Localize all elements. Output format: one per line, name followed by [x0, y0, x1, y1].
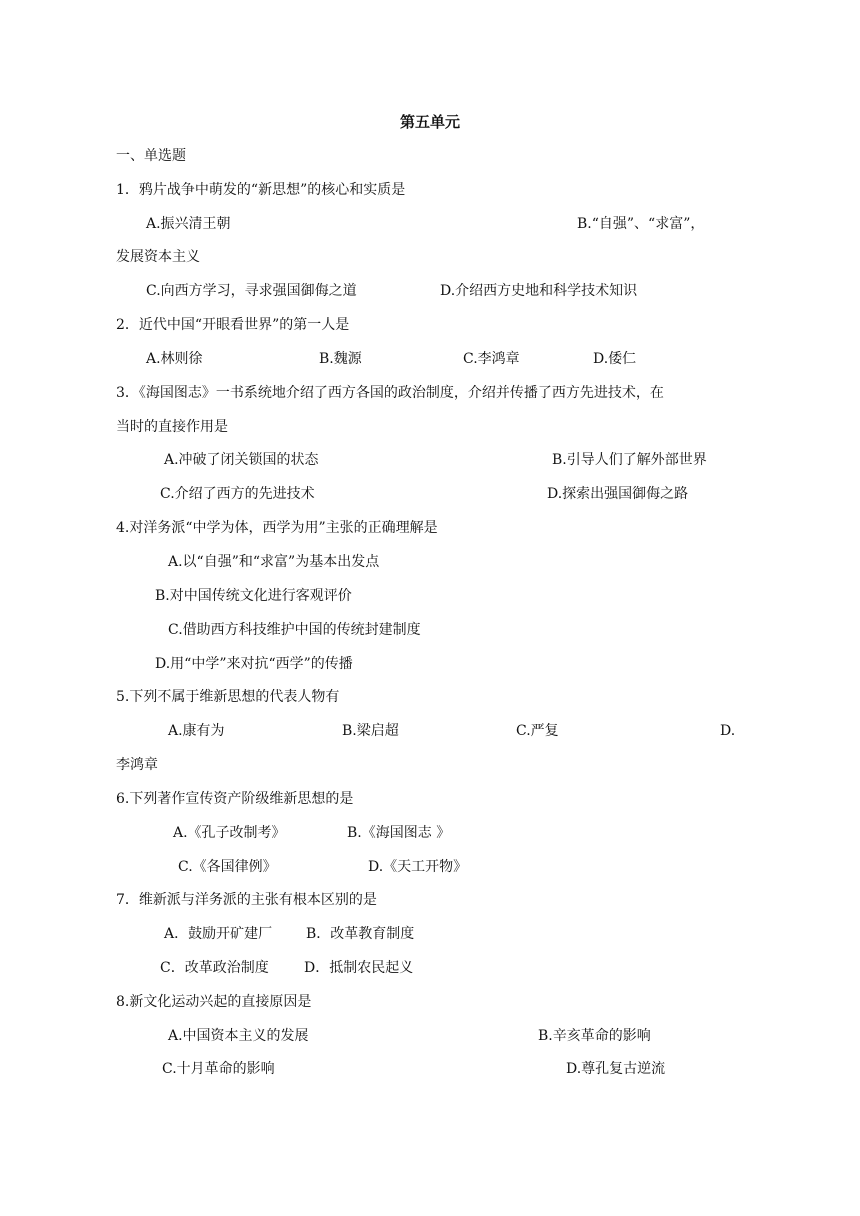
question-7-stem: 7．维新派与洋务派的主张有根本区别的是: [116, 892, 377, 908]
question-7-option-b: B．改革教育制度: [306, 926, 415, 942]
question-3-option-c: C.介绍了西方的先进技术: [160, 486, 315, 502]
question-8-stem: 8.新文化运动兴起的直接原因是: [116, 994, 312, 1010]
question-1-option-d: D.介绍西方史地和科学技术知识: [440, 283, 638, 299]
question-6-option-d: D.《天工开物》: [368, 859, 468, 875]
question-8-option-d: D.尊孔复古逆流: [566, 1061, 666, 1077]
question-1-option-b-continued: 发展资本主义: [116, 249, 200, 265]
question-4-option-d: D.用“中学”来对抗“西学”的传播: [155, 656, 353, 672]
question-5-option-d: D.: [720, 723, 736, 739]
question-4-option-a: A.以“自强”和“求富”为基本出发点: [168, 554, 380, 570]
question-6-option-b: B.《海国图志 》: [347, 825, 451, 841]
question-7-option-a: A．鼓励开矿建厂: [164, 926, 273, 942]
question-1-stem: 1．鸦片战争中萌发的“新思想”的核心和实质是: [116, 182, 406, 198]
question-2-option-d: D.倭仁: [593, 351, 637, 367]
question-5-option-a: A.康有为: [168, 723, 225, 739]
question-1-option-c: C.向西方学习，寻求强国御侮之道: [146, 283, 357, 299]
question-5-option-c: C.严复: [516, 723, 559, 739]
question-6-stem: 6.下列著作宣传资产阶级维新思想的是: [116, 791, 354, 807]
question-5-option-d-continued: 李鸿章: [116, 757, 158, 773]
question-6-option-c: C.《各国律例》: [178, 859, 277, 875]
question-2-option-c: C.李鸿章: [463, 351, 520, 367]
question-5-stem: 5.下列不属于维新思想的代表人物有: [116, 689, 340, 705]
question-2-stem: 2．近代中国“开眼看世界”的第一人是: [116, 317, 350, 333]
question-2-option-a: A.林则徐: [146, 351, 203, 367]
question-4-option-b: B.对中国传统文化进行客观评价: [155, 588, 352, 604]
question-3-stem-line-1: 3．《海国图志》一书系统地介绍了西方各国的政治制度，介绍并传播了西方先进技术，在: [116, 385, 664, 401]
question-1-option-a: A.振兴清王朝: [146, 216, 231, 232]
question-3-option-b: B.引导人们了解外部世界: [552, 452, 707, 468]
question-3-option-a: A.冲破了闭关锁国的状态: [164, 452, 319, 468]
question-7-option-d: D．抵制农民起义: [304, 960, 414, 976]
question-1-option-b: B.“自强”、“求富”，: [577, 216, 705, 232]
question-6-option-a: A.《孔子改制考》: [173, 825, 286, 841]
question-3-option-d: D.探索出强国御侮之路: [547, 486, 689, 502]
page-title: 第五单元: [400, 113, 461, 131]
question-8-option-a: A.中国资本主义的发展: [168, 1028, 309, 1044]
question-7-option-c: C．改革政治制度: [160, 960, 269, 976]
question-3-stem-line-2: 当时的直接作用是: [116, 419, 228, 435]
question-2-option-b: B.魏源: [319, 351, 362, 367]
question-5-option-b: B.梁启超: [342, 723, 399, 739]
question-4-stem: 4.对洋务派“中学为体，西学为用”主张的正确理解是: [116, 520, 438, 536]
question-8-option-b: B.辛亥革命的影响: [538, 1028, 651, 1044]
question-4-option-c: C.借助西方科技维护中国的传统封建制度: [168, 622, 421, 638]
question-8-option-c: C.十月革命的影响: [162, 1061, 275, 1077]
section-heading: 一、单选题: [116, 148, 186, 164]
